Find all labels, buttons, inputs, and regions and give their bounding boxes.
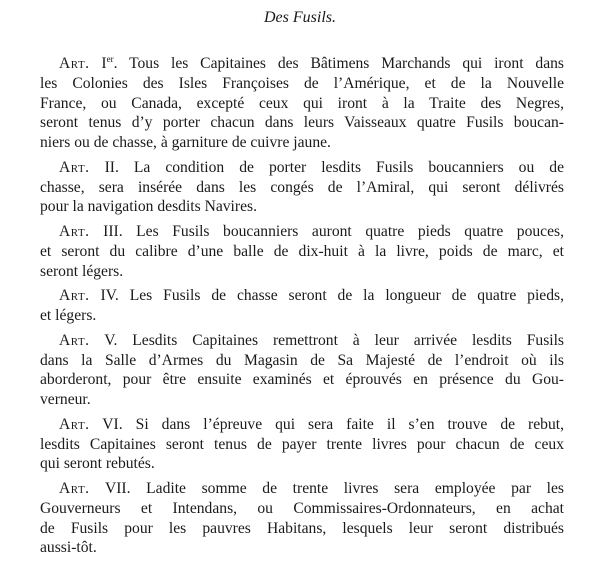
- line-text: aussi-tôt.: [40, 539, 97, 557]
- line-text: . Tous les Capitaines des Bâtimens Marchands qui iront dans: [113, 55, 564, 73]
- article-first-line: [40, 286, 564, 306]
- article-label: Art.: [59, 55, 90, 73]
- article-number: II.: [104, 158, 119, 176]
- article-6: [40, 415, 564, 474]
- article-line: [40, 435, 564, 455]
- line-text: France, ou Canada, excepté ceux qui iront à la Traite des Negres,: [40, 94, 564, 112]
- article-label: Art.: [59, 332, 90, 350]
- article-number: V.: [104, 332, 118, 350]
- article-line: [40, 499, 564, 519]
- article-number: III.: [103, 223, 123, 241]
- article-1: [40, 50, 564, 153]
- line-text: Gouverneurs et Intendans, ou Commissaires-Ordonnateurs, en achat: [40, 500, 564, 518]
- article-line: [40, 519, 564, 539]
- line-text: Ladite somme de trente livres sera employée par les: [130, 480, 564, 498]
- article-2: [40, 158, 564, 217]
- article-first-line: [40, 331, 564, 351]
- article-line: [40, 306, 564, 326]
- line-text: de Fusils pour les pauvres Habitans, lesquels leur seront distribués: [40, 519, 564, 537]
- article-number: IV.: [100, 287, 119, 305]
- article-5: [40, 331, 564, 410]
- article-line: [40, 454, 564, 474]
- article-first-line: [40, 50, 564, 74]
- line-text: les Colonies des Isles Françoises de l’Amérique, et de la Nouvelle: [40, 74, 564, 92]
- line-text: niers ou de chasse, à garniture de cuivre jaune.: [40, 134, 331, 151]
- article-line: [40, 178, 564, 198]
- article-label: Art.: [59, 223, 90, 241]
- line-text: aborderont, pour être ensuite examinés et éprouvés en présence du Gou-: [40, 371, 564, 389]
- article-number: VII.: [104, 480, 131, 498]
- line-text: seront légers.: [40, 262, 124, 280]
- article-line: [40, 94, 564, 114]
- line-text: dans la Salle d’Armes du Magasin de Sa Majesté de l’endroit où ils: [40, 351, 564, 369]
- line-text: Lesdits Capitaines remettront à leur arrivée lesdits Fusils: [117, 332, 565, 350]
- article-first-line: [40, 415, 564, 435]
- article-line: [40, 133, 564, 153]
- line-text: qui seront rebutés.: [40, 455, 155, 473]
- article-line: [40, 113, 564, 133]
- line-text: seront tenus d’y porter chacun dans leurs Vaisseaux quatre Fusils boucan-: [40, 114, 564, 132]
- article-number-superscript: er: [106, 54, 114, 64]
- line-text: verneur.: [40, 391, 91, 409]
- line-text: pour la navigation desdits Navires.: [40, 198, 257, 216]
- article-number: VI.: [102, 416, 123, 434]
- article-line: [40, 242, 564, 262]
- line-text: La condition de porter lesdits Fusils boucanniers ou de: [118, 158, 564, 176]
- section-title: Des Fusils.: [264, 9, 336, 26]
- article-3: [40, 222, 564, 281]
- article-7: [40, 479, 564, 558]
- line-text: Si dans l’épreuve qui sera faite il s’en trouve de rebut,: [122, 416, 565, 434]
- article-number: I: [101, 55, 107, 73]
- line-text: et légers.: [40, 307, 97, 325]
- line-text: Les Fusils de chasse seront de la longueur de quatre pieds,: [118, 287, 564, 305]
- article-line: [40, 262, 564, 282]
- article-line: [40, 74, 564, 94]
- article-line: [40, 538, 564, 558]
- article-label: Art.: [59, 416, 90, 434]
- article-line: [40, 197, 564, 217]
- article-label: Art.: [59, 287, 90, 305]
- article-line: [40, 390, 564, 410]
- article-first-line: [40, 479, 564, 499]
- article-label: Art.: [59, 480, 90, 498]
- article-first-line: [40, 158, 564, 178]
- line-text: et seront du calibre d’une balle de dix-huit à la livre, poids de marc, et: [40, 242, 564, 260]
- line-text: lesdits Capitaines seront tenus de payer trente livres pour chacun de ceux: [40, 435, 564, 453]
- article-line: [40, 351, 564, 371]
- article-label: Art.: [59, 158, 90, 176]
- article-line: [40, 370, 564, 390]
- article-4: [40, 286, 564, 325]
- articles-body: [40, 50, 564, 563]
- line-text: Les Fusils boucanniers auront quatre pieds quatre pouces,: [122, 223, 564, 241]
- article-first-line: [40, 222, 564, 242]
- line-text: chasse, sera insérée dans les congés de l’Amiral, qui seront délivrés: [40, 178, 564, 196]
